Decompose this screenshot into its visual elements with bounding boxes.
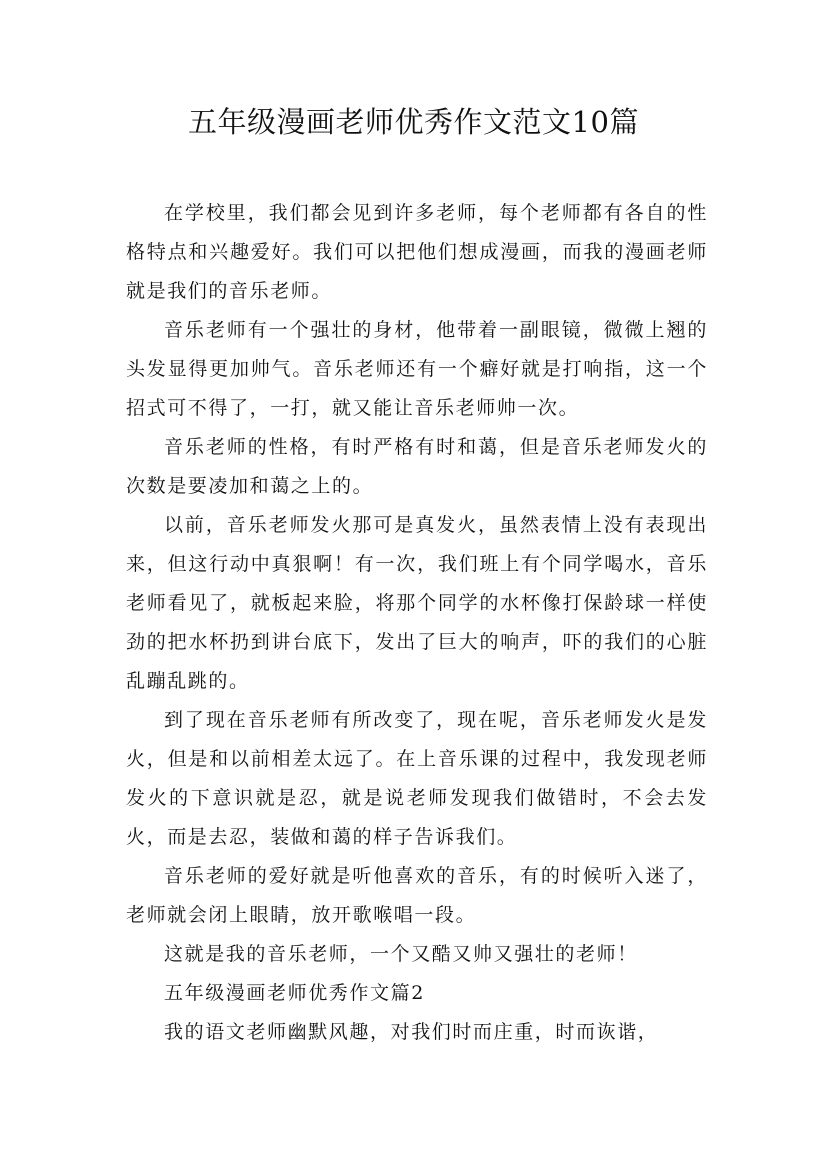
paragraph-7: 这就是我的音乐老师，一个又酷又帅又强壮的老师！ xyxy=(164,943,638,965)
paragraph-8: 我的语文老师幽默风趣，对我们时而庄重，时而诙谐， xyxy=(164,1021,659,1043)
paragraph-5: 到了现在音乐老师有所改变了，现在呢，音乐老师发火是发火，但是和以前相差太远了。在上音乐课的过程中，我发现老师发火的下意识就是忍，就是说老师发现我们做错时，不会去发火，而是去忍，装做和蔼的样子告诉我们。 xyxy=(126,709,708,848)
section-heading-essay-2: 五年级漫画老师优秀作文篇2 xyxy=(164,982,425,1004)
document-title: 五年级漫画老师优秀作文范文10篇 xyxy=(188,105,639,139)
paragraph-2: 音乐老师有一个强壮的身材，他带着一副眼镜，微微上翘的头发显得更加帅气。音乐老师还有一个癖好就是打响指，这一个招式可不得了，一打，就又能让音乐老师帅一次。 xyxy=(126,319,708,419)
paragraph-1: 在学校里，我们都会见到许多老师，每个老师都有各自的性格特点和兴趣爱好。我们可以把他们想成漫画，而我的漫画老师就是我们的音乐老师。 xyxy=(126,202,708,302)
paragraph-6: 音乐老师的爱好就是听他喜欢的音乐，有的时候听入迷了，老师就会闭上眼睛，放开歌喉唱一段。 xyxy=(126,865,708,926)
document-body xyxy=(126,194,708,1052)
paragraph-4: 以前，音乐老师发火那可是真发火，虽然表情上没有表现出来，但这行动中真狠啊！有一次，我们班上有个同学喝水，音乐老师看见了，就板起来脸，将那个同学的水杯像打保龄球一样使劲的把水杯扔到讲台底下，发出了巨大的响声，吓的我们的心脏乱蹦乱跳的。 xyxy=(126,514,708,692)
paragraph-3: 音乐老师的性格，有时严格有时和蔼，但是音乐老师发火的次数是要凌加和蔼之上的。 xyxy=(126,436,708,497)
